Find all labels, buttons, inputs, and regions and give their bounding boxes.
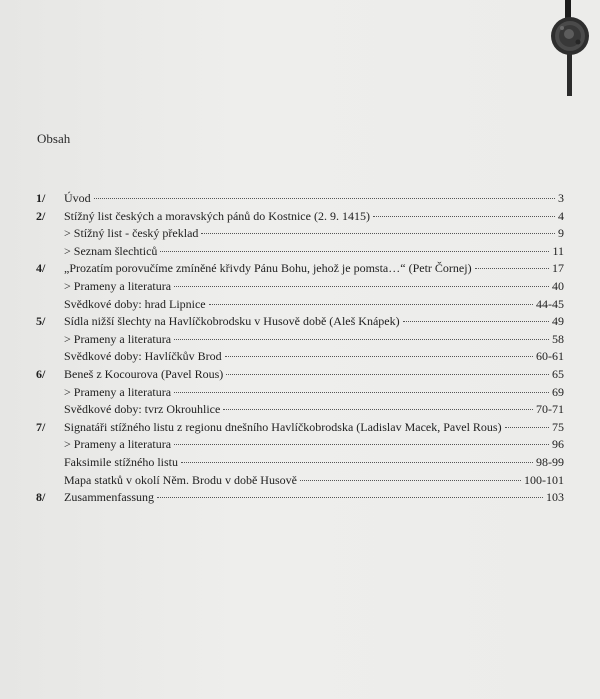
dot-leader [403, 321, 549, 322]
toc-row [36, 348, 564, 366]
toc-title: Svědkové doby: tvrz Okrouhlice [64, 402, 221, 417]
page-heading: Obsah [37, 131, 71, 146]
toc-page: 70-71 [536, 402, 564, 417]
toc-entry [64, 401, 564, 419]
toc-title: Faksimile stížného listu [64, 454, 178, 469]
toc-row [36, 419, 564, 437]
toc-title: „Prozatím porovučíme zmíněné křivdy Pánu Bohu, jehož je pomsta…“ (Petr Čornej) [64, 261, 472, 276]
toc-title: > Seznam šlechticů [64, 243, 158, 258]
toc-page: 58 [552, 331, 564, 346]
toc-entry [64, 384, 564, 402]
toc-row [36, 296, 564, 314]
toc-row [36, 489, 564, 507]
toc-row [36, 366, 564, 384]
dot-leader [300, 480, 521, 481]
toc-entry [64, 296, 564, 314]
toc-title: Signatáři stížného listu z regionu dnešního Havlíčkobrodska (Ladislav Macek, Pavel Rous) [64, 419, 502, 434]
toc-page: 75 [552, 419, 564, 434]
toc-title: Zusammenfassung [64, 490, 154, 505]
toc-title: Stížný list českých a moravských pánů do Kostnice (2. 9. 1415) [64, 208, 370, 223]
toc-entry [64, 243, 564, 261]
dot-leader [225, 356, 533, 357]
toc-number: 5/ [36, 314, 46, 329]
toc-row [36, 472, 564, 490]
toc-page: 65 [552, 366, 564, 381]
toc-row [36, 313, 564, 331]
toc-page: 40 [552, 278, 564, 293]
dot-leader [226, 374, 549, 375]
dot-leader [160, 251, 549, 252]
toc-row [36, 208, 564, 226]
table-of-contents [36, 190, 564, 507]
toc-row [36, 190, 564, 208]
toc-title: Sídla nižší šlechty na Havlíčkobrodsku v Husově době (Aleš Knápek) [64, 314, 400, 329]
toc-page: 49 [552, 314, 564, 329]
dot-leader [475, 268, 549, 269]
toc-row [36, 243, 564, 261]
toc-page: 17 [552, 261, 564, 276]
toc-entry [64, 278, 564, 296]
dot-leader [174, 444, 549, 445]
toc-entry [64, 313, 564, 331]
dot-leader [94, 198, 555, 199]
toc-page: 11 [552, 243, 564, 258]
toc-entry [64, 225, 564, 243]
toc-number: 6/ [36, 366, 46, 381]
toc-title: > Prameny a literatura [64, 437, 172, 452]
toc-page: 60-61 [536, 349, 564, 364]
toc-number: 7/ [36, 419, 46, 434]
toc-entry [64, 419, 564, 437]
toc-page: 98-99 [536, 454, 564, 469]
toc-row [36, 225, 564, 243]
toc-row [36, 384, 564, 402]
toc-entry [64, 348, 564, 366]
dot-leader [209, 304, 533, 305]
toc-page: 4 [558, 208, 564, 223]
toc-title: Beneš z Kocourova (Pavel Rous) [64, 366, 224, 381]
toc-page: 44-45 [536, 296, 564, 311]
toc-title: > Prameny a literatura [64, 331, 172, 346]
dot-leader [157, 497, 543, 498]
toc-entry [64, 436, 564, 454]
toc-entry [64, 260, 564, 278]
toc-page: 69 [552, 384, 564, 399]
toc-row [36, 278, 564, 296]
toc-page: 3 [558, 191, 564, 205]
toc-entry [64, 208, 564, 226]
toc-page: 9 [558, 226, 564, 241]
toc-row [36, 260, 564, 278]
dot-leader [373, 216, 555, 217]
toc-entry [64, 489, 564, 507]
toc-number: 2/ [36, 208, 46, 223]
toc-entry [64, 454, 564, 472]
toc-row [36, 331, 564, 349]
toc-number: 1/ [36, 191, 46, 205]
toc-entry [64, 472, 564, 490]
toc-entry [64, 366, 564, 384]
dot-leader [174, 339, 549, 340]
toc-title: Svědkové doby: hrad Lipnice [64, 296, 206, 311]
toc-entry [64, 190, 564, 208]
dot-leader [223, 409, 533, 410]
toc-title: > Prameny a literatura [64, 384, 172, 399]
toc-page: 103 [546, 490, 564, 505]
toc-title: > Prameny a literatura [64, 278, 172, 293]
dot-leader [174, 286, 549, 287]
toc-title: Mapa statků v okolí Něm. Brodu v době Husově [64, 472, 297, 487]
toc-title: > Stížný list - český překlad [64, 226, 199, 241]
dot-leader [201, 233, 555, 234]
toc-number: 4/ [36, 261, 46, 276]
toc-number: 8/ [36, 490, 46, 505]
toc-page: 96 [552, 437, 564, 452]
toc-title: Svědkové doby: Havlíčkův Brod [64, 349, 222, 364]
toc-row [36, 436, 564, 454]
toc-title: Úvod [64, 191, 91, 205]
dot-leader [174, 392, 549, 393]
wax-seal-image [548, 0, 592, 96]
toc-entry [64, 331, 564, 349]
toc-page: 100-101 [524, 472, 564, 487]
dot-leader [181, 462, 533, 463]
toc-row [36, 454, 564, 472]
dot-leader [505, 427, 549, 428]
toc-row [36, 401, 564, 419]
